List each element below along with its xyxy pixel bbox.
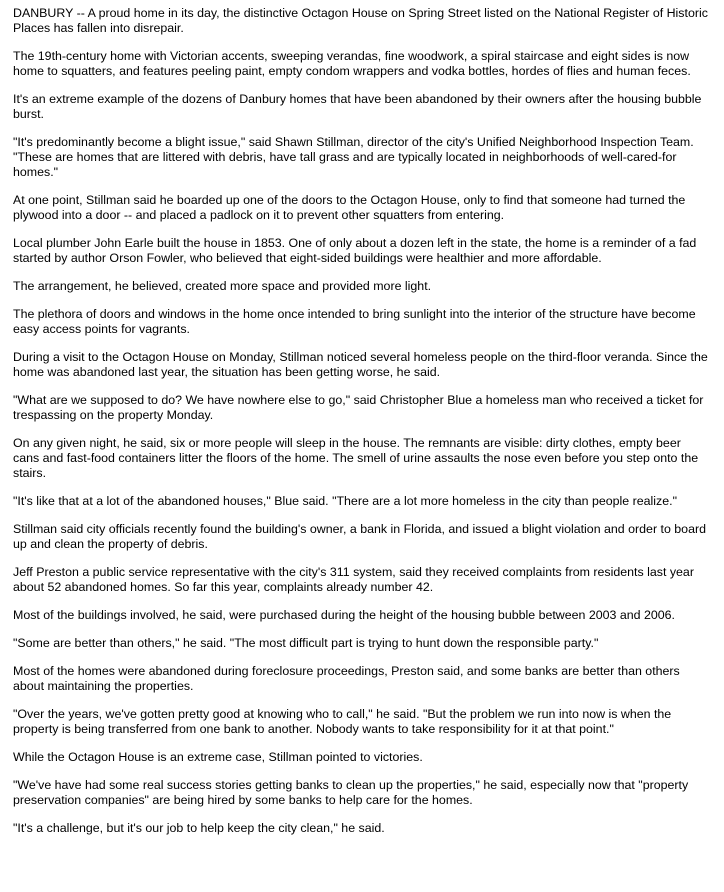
paragraph: "Over the years, we've gotten pretty good at knowing who to call," he said. "But the problem we run into now is when the property is being transferred from one bank to another. Nobody wants to take responsibility for it at that point." (13, 707, 672, 736)
paragraph: It's an extreme example of the dozens of Danbury homes that have been abandoned by their owners after the housing bubble burst. (13, 92, 702, 121)
paragraph: The arrangement, he believed, created more space and provided more light. (13, 279, 432, 293)
paragraph: The 19th-century home with Victorian accents, sweeping verandas, fine woodwork, a spiral staircase and eight sides is now home to squatters, and features peeling paint, empty condom wrappers and vodka bottles, hordes of flies and human feces. (13, 49, 691, 78)
paragraph: "It's a challenge, but it's our job to help keep the city clean," he said. (13, 821, 385, 835)
paragraph: Stillman said city officials recently found the building's owner, a bank in Florida, and issued a blight violation and order to board up and clean the property of debris. (13, 522, 706, 551)
paragraph: Jeff Preston a public service representative with the city's 311 system, said they received complaints from residents last year about 52 abandoned homes. So far this year, complaints already number 42. (13, 565, 694, 594)
paragraph: "Some are better than others," he said. "The most difficult part is trying to hunt down the responsible party." (13, 636, 599, 650)
paragraph: Local plumber John Earle built the house in 1853. One of only about a dozen left in the state, the home is a reminder of a fad started by author Orson Fowler, who believed that eight-sided buildings were healthier and more affordable. (13, 236, 697, 265)
paragraph: During a visit to the Octagon House on Monday, Stillman noticed several homeless people on the third-floor veranda. Since the home was abandoned last year, the situation has been getting worse, he said. (13, 350, 708, 379)
paragraph: "We've have had some real success stories getting banks to clean up the properties," he said, especially now that "property preservation companies" are being hired by some banks to help care for the homes. (13, 778, 689, 807)
paragraph: Most of the buildings involved, he said, were purchased during the height of the housing bubble between 2003 and 2006. (13, 608, 675, 622)
paragraph: At one point, Stillman said he boarded up one of the doors to the Octagon House, only to find that someone had turned the plywood into a door -- and placed a padlock on it to prevent other squatters from entering. (13, 193, 686, 222)
paragraph: "It's like that at a lot of the abandoned houses," Blue said. "There are a lot more homeless in the city than people realize." (13, 494, 677, 508)
paragraph: While the Octagon House is an extreme case, Stillman pointed to victories. (13, 750, 423, 764)
paragraph: The plethora of doors and windows in the home once intended to bring sunlight into the interior of the structure have become easy access points for vagrants. (13, 307, 696, 336)
paragraph: DANBURY -- A proud home in its day, the distinctive Octagon House on Spring Street listed on the National Register of Historic Places has fallen into disrepair. (13, 6, 708, 35)
paragraph: Most of the homes were abandoned during foreclosure proceedings, Preston said, and some banks are better than others about maintaining the properties. (13, 664, 680, 693)
paragraph: "It's predominantly become a blight issue," said Shawn Stillman, director of the city's Unified Neighborhood Inspection Team. "These are homes that are littered with debris, have tall grass and are typically located in neighborhoods of well-cared-for homes." (13, 135, 694, 179)
paragraph: "What are we supposed to do? We have nowhere else to go," said Christopher Blue a homeless man who received a ticket for trespassing on the property Monday. (13, 393, 704, 422)
paragraph: On any given night, he said, six or more people will sleep in the house. The remnants are visible: dirty clothes, empty beer cans and fast-food containers litter the floors of the home. The smell of urine assaults the nose even before you step onto the stairs. (13, 436, 699, 480)
